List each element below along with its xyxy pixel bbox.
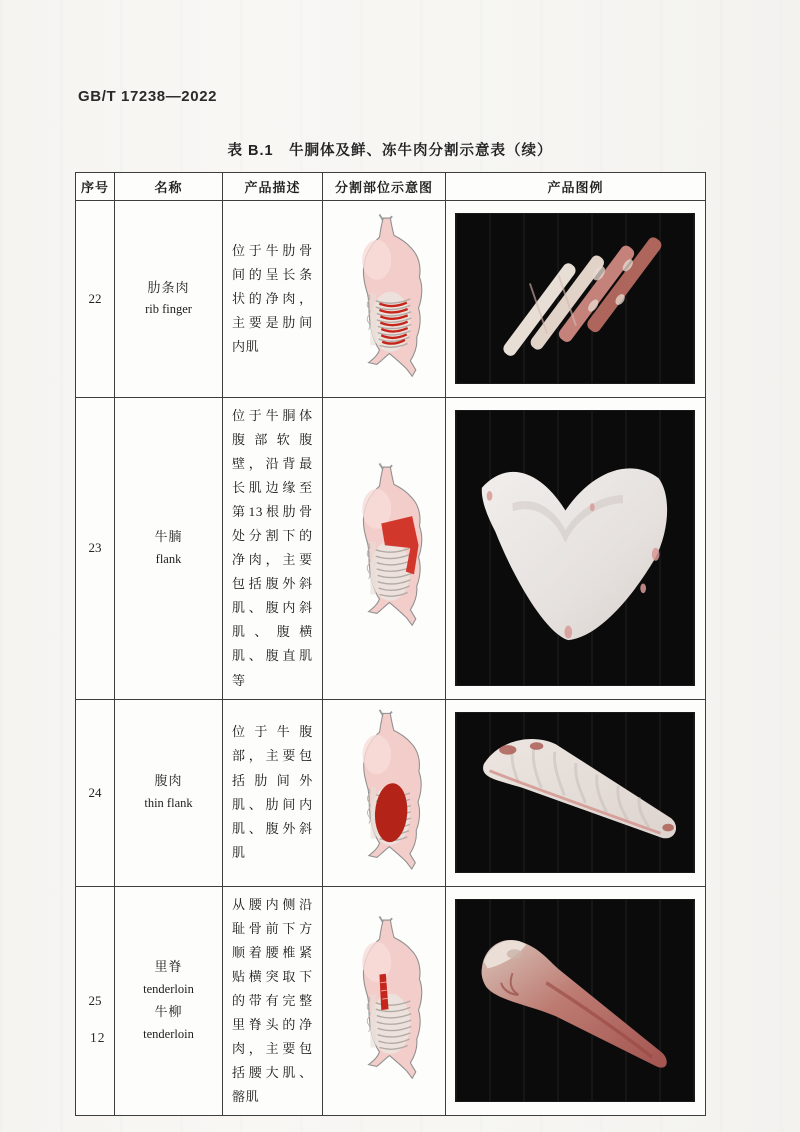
- name-en: tenderloin: [143, 981, 194, 996]
- column-header-diagram: 分割部位示意图: [323, 173, 446, 201]
- page-number: 12: [90, 1030, 106, 1045]
- name-cell: [115, 699, 223, 886]
- description-cell: 从腰内侧沿耻骨前下方顺着腰椎紧贴横突取下的带有完整里脊头的净肉，主要包括腰大肌、髂肌: [223, 886, 323, 1115]
- diagram-cell: [323, 699, 446, 886]
- name-zh: 牛腩: [154, 528, 183, 544]
- name-en2: tenderloin: [143, 1026, 194, 1041]
- table-row: [76, 886, 706, 1115]
- beef-cut-table: [75, 172, 706, 1116]
- description-cell: 位于牛腹部，主要包括肋间外肌、肋间内肌、腹外斜肌: [223, 699, 323, 886]
- carcass-thin-flank-highlight-icon: [334, 708, 434, 878]
- carcass-rib-finger-highlight-icon: [334, 211, 434, 387]
- row-number: 24: [76, 699, 115, 886]
- name-zh: 里脊: [154, 959, 183, 975]
- thin-flank-photo: [455, 712, 695, 873]
- carcass-flank-highlight-icon: [334, 456, 434, 640]
- header-row: [76, 173, 706, 201]
- name-zh: 肋条肉: [147, 279, 190, 295]
- diagram-cell: [323, 201, 446, 398]
- table-title: 表 B.1 牛胴体及鲜、冻牛肉分割示意表（续）: [227, 143, 553, 159]
- photo-cell: [446, 201, 706, 398]
- column-header-no: 序号: [76, 173, 115, 201]
- diagram-cell: [323, 398, 446, 700]
- flank-photo: [455, 410, 695, 686]
- photo-cell: [446, 398, 706, 700]
- name-zh2: 牛柳: [154, 1003, 183, 1019]
- name-en: rib finger: [145, 302, 192, 317]
- carcass-tenderloin-highlight-icon: [334, 914, 434, 1088]
- row-number: 22: [76, 201, 115, 398]
- column-header-name: 名称: [115, 173, 223, 201]
- rib-finger-strips-photo: [455, 213, 695, 384]
- description-cell: 位于牛肋骨间的呈长条状的净肉，主要是肋间内肌: [223, 201, 323, 398]
- table-row: [76, 699, 706, 886]
- name-cell: [115, 886, 223, 1115]
- diagram-cell: [323, 886, 446, 1115]
- name-en: flank: [155, 551, 182, 566]
- row-number: 25: [76, 886, 115, 1115]
- name-cell: [115, 201, 223, 398]
- tenderloin-photo: [455, 899, 695, 1102]
- photo-cell: [446, 699, 706, 886]
- row-number: 23: [76, 398, 115, 700]
- table-row: [76, 201, 706, 398]
- table-row: [76, 398, 706, 700]
- column-header-photo: 产品图例: [446, 173, 706, 201]
- column-header-description: 产品描述: [223, 173, 323, 201]
- name-en: thin flank: [144, 796, 193, 810]
- description-cell: 位于牛胴体腹部软腹壁，沿背最长肌边缘至第13根肋骨处分割下的净肉，主要包括腹外斜肌、腹内斜肌、腹横肌、腹直肌等: [223, 398, 323, 700]
- name-zh: 腹肉: [154, 773, 183, 789]
- name-cell: [115, 398, 223, 700]
- doc-code: GB/T 17238—2022: [78, 88, 218, 105]
- photo-cell: [446, 886, 706, 1115]
